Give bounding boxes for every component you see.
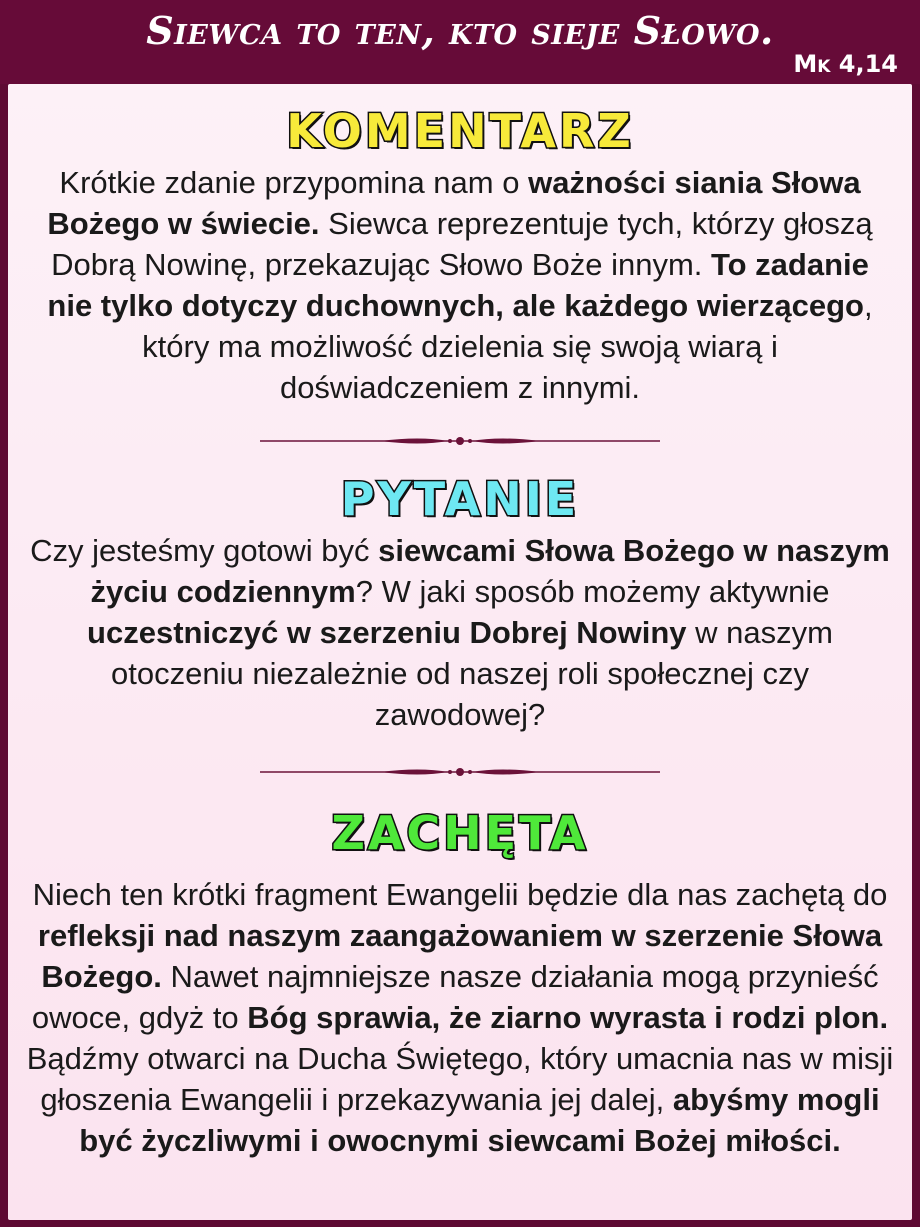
bold-text: siewcami Słowa Bożego w naszym życiu codziennym	[90, 533, 890, 609]
text-run: Czy jesteśmy gotowi być	[30, 533, 379, 568]
scripture-reference: Mk 4,14	[793, 50, 898, 78]
section-text-komentarz	[26, 162, 894, 408]
section-text-zacheta	[26, 874, 894, 1161]
ornament-divider	[260, 434, 660, 448]
header-banner	[0, 0, 920, 84]
bold-text: Bóg sprawia, że ziarno wyrasta i rodzi plon.	[247, 1000, 889, 1035]
text-run: Niech ten krótki fragment Ewangelii będzie dla nas zachętą do	[32, 877, 888, 912]
bold-text: uczestniczyć w szerzeniu Dobrej Nowiny	[87, 615, 687, 650]
text-run: Krótkie zdanie przypomina nam o	[59, 165, 529, 200]
bold-text: To zadanie nie tylko dotyczy duchownych, ale każdego wierzącego	[47, 247, 869, 323]
header-title: Siewca to ten, kto sieje Słowo.	[146, 8, 774, 53]
text-run: , który ma możliwość dzielenia się swoją wiarą i doświadczeniem z innymi.	[142, 288, 873, 405]
content-card	[8, 84, 912, 1220]
bold-text: refleksji nad naszym zaangażowaniem w szerzenie Słowa Bożego.	[37, 918, 883, 994]
text-run: ? W jaki sposób możemy aktywnie	[355, 574, 830, 609]
text-run: Nawet najmniejsze nasze działania mogą przynieść owoce, gdyż to	[31, 959, 879, 1035]
text-run: Bądźmy otwarci na Ducha Świętego, który umacnia nas w misji głoszenia Ewangelii i przekazywania jej dalej,	[26, 1041, 894, 1117]
text-run: Siewca reprezentuje tych, którzy głoszą Dobrą Nowinę, przekazując Słowo Boże innym.	[51, 206, 873, 282]
bold-text: abyśmy mogli być życzliwymi i owocnymi siewcami Bożej miłości.	[79, 1082, 880, 1158]
section-title-zacheta: ZACHĘTA	[331, 806, 589, 860]
section-title-pytanie: PYTANIE	[340, 472, 580, 526]
text-run: w naszym otoczeniu niezależnie od naszej roli społecznej czy zawodowej?	[111, 615, 833, 732]
ornament-divider	[260, 765, 660, 779]
bold-text: ważności siania Słowa Bożego w świecie.	[47, 165, 861, 241]
section-text-pytanie	[26, 530, 894, 735]
section-title-komentarz: KOMENTARZ	[286, 104, 634, 158]
